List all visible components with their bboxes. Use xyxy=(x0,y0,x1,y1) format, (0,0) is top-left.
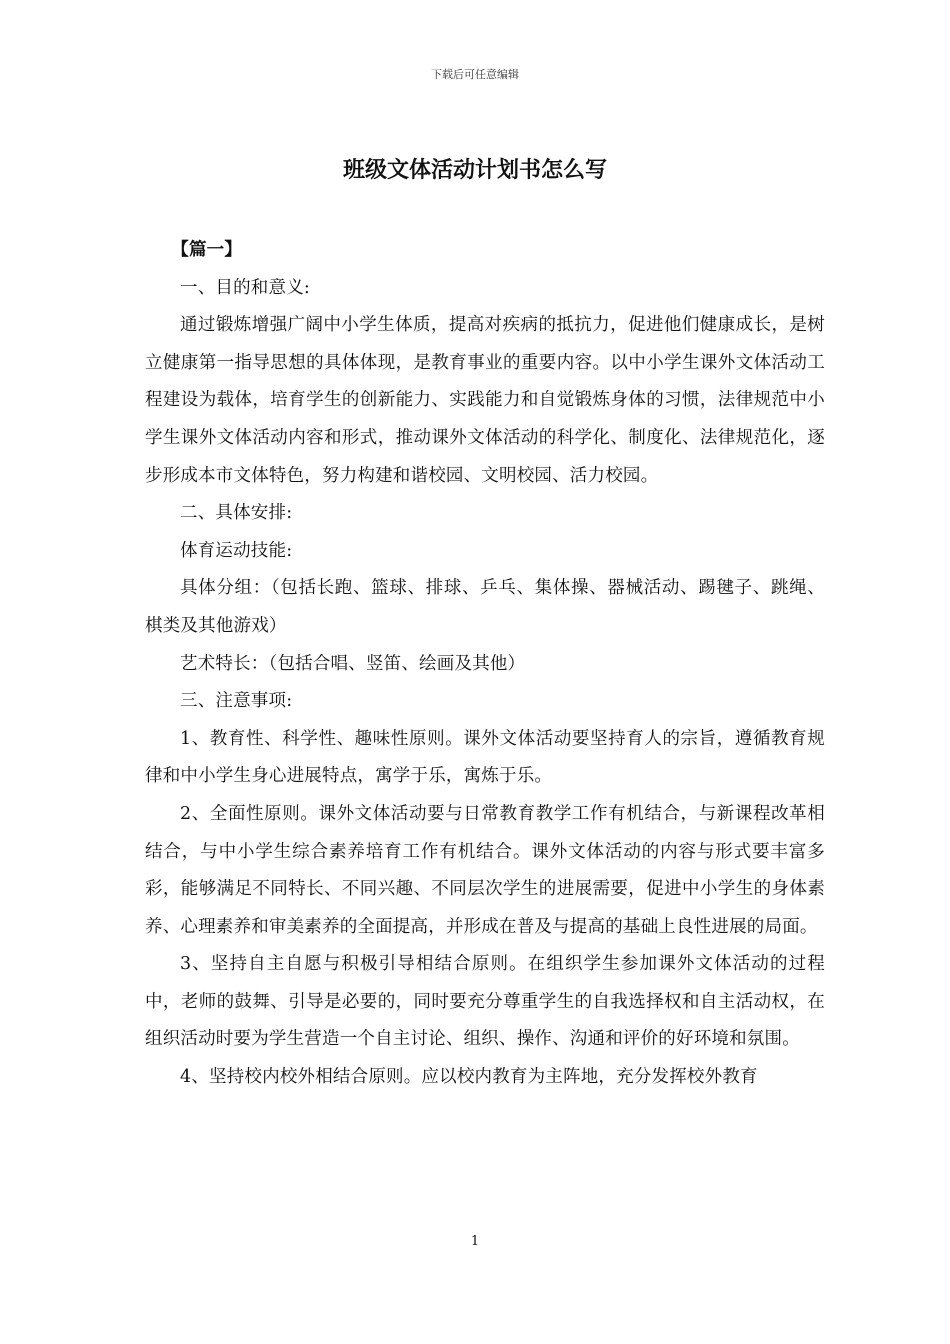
header-note: 下载后可任意编辑 xyxy=(431,68,519,81)
paragraph-groups: 具体分组：（包括长跑、篮球、排球、乒乓、集体操、器械活动、踢毽子、跳绳、棋类及其他游戏） xyxy=(145,578,825,636)
paragraph-purpose: 通过锻炼增强广阔中小学生体质，提高对疾病的抵抗力，促进他们健康成长，是树立健康第一指导思想的具体体现，是教育事业的重要内容。以中小学生课外文体活动工程建设为载体，培育学生的创新能力、实践能力和自觉锻炼身体的习惯，法律规范中小学生课外文体活动内容和形式，推动课外文体活动的科学化、制度化、法律规范化，逐步形成本市文体特色，努力构建和谐校园、文明校园、活力校园。 xyxy=(145,315,825,486)
heading-purpose: 一、目的和意义: xyxy=(180,277,310,298)
page-number: 1 xyxy=(470,1234,480,1249)
paragraph-note-3: 3、坚持自主自愿与积极引导相结合原则。在组织学生参加课外文体活动的过程中，老师的鼓舞、引导是必要的，同时要充分尊重学生的自我选择权和自主活动权，在组织活动时要为学生营造一个自主讨论、组织、操作、沟通和评价的好环境和氛围。 xyxy=(145,954,825,1050)
document-body xyxy=(145,232,825,1097)
paragraph-note-1: 1、教育性、科学性、趣味性原则。课外文体活动要坚持育人的宗旨，遵循教育规律和中小学生身心进展特点，寓学于乐，寓炼于乐。 xyxy=(145,728,825,787)
document-title: 班级文体活动计划书怎么写 xyxy=(342,158,607,183)
subheading-sports: 体育运动技能: xyxy=(180,540,293,561)
heading-arrangement: 二、具体安排: xyxy=(180,503,293,524)
paragraph-note-4: 4、坚持校内校外相结合原则。应以校内教育为主阵地，充分发挥校外教育 xyxy=(180,1067,758,1088)
paragraph-arts: 艺术特长：（包括合唱、竖笛、绘画及其他） xyxy=(180,653,526,674)
section-label: 【篇一】 xyxy=(171,240,243,260)
heading-notes: 三、注意事项: xyxy=(180,691,293,712)
paragraph-note-2: 2、全面性原则。课外文体活动要与日常教育教学工作有机结合，与新课程改革相结合，与中小学生综合素养培育工作有机结合。课外文体活动的内容与形式要丰富多彩，能够满足不同特长、不同兴趣、不同层次学生的进展需要，促进中小学生的身体素养、心理素养和审美素养的全面提高，并形成在普及与提高的基础上良性进展的局面。 xyxy=(145,803,825,937)
